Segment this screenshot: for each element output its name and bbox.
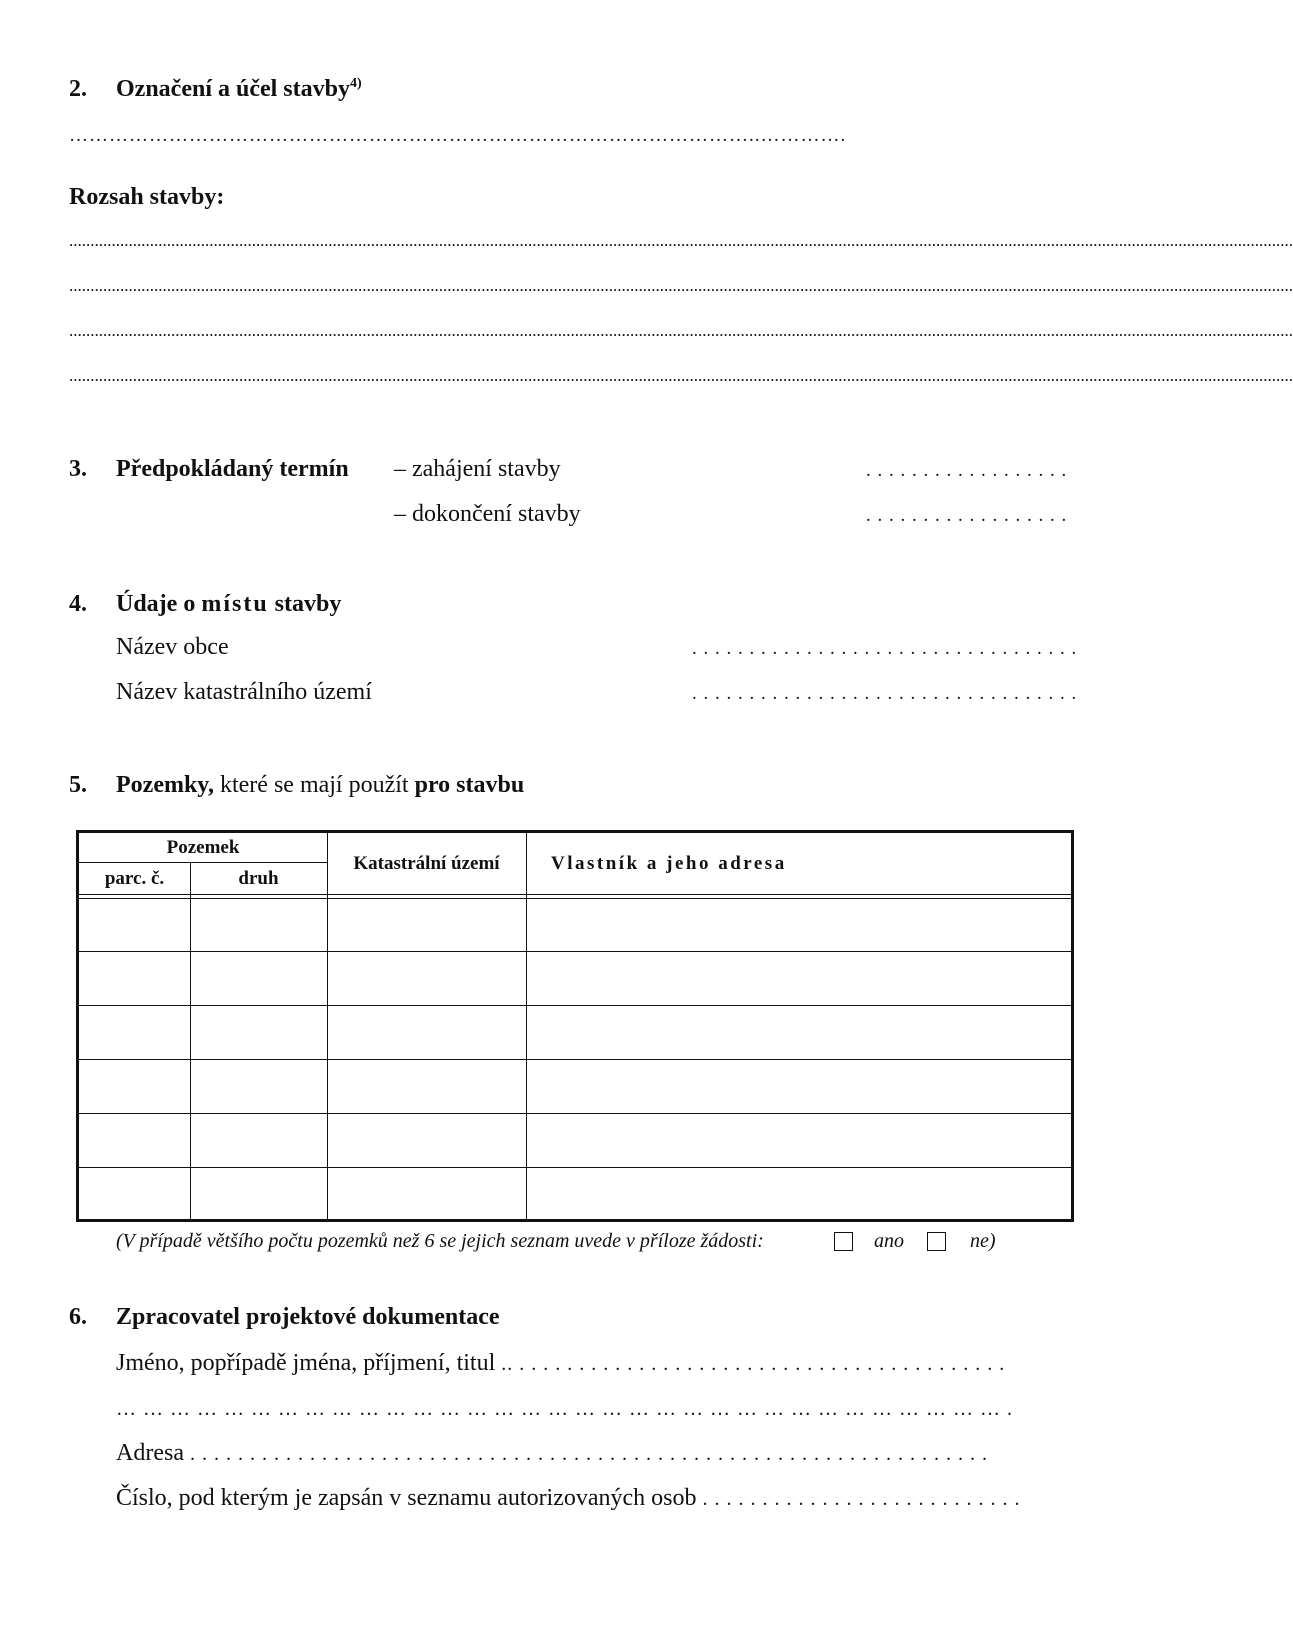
author-address-dots[interactable]: . . . . . . . . . . . . . . . . . . . . . . . . . . . . . . . . . . . . . . . . . . . . . . . . . . . . . . . . . . . . . . . . . . . bbox=[183, 1443, 988, 1465]
municipality-label: Název obce bbox=[116, 634, 229, 660]
rozsah-line-3[interactable]: ................................................................................................................................................................................................................................................................................................ bbox=[69, 321, 1293, 340]
ne-checkbox[interactable] bbox=[927, 1232, 946, 1251]
start-label: – zahájení stavby bbox=[394, 456, 561, 482]
section-2-title bbox=[116, 76, 362, 103]
row-line-4 bbox=[79, 1113, 1071, 1114]
authorization-number-label: Číslo, pod kterým je zapsán v seznamu autorizovaných osob bbox=[116, 1485, 697, 1511]
rozsah-title: Rozsah stavby: bbox=[69, 184, 225, 210]
header-bottom-line-1 bbox=[79, 894, 1071, 895]
cadastral-area-label: Název katastrálního území bbox=[116, 679, 372, 705]
section-3-number: 3. bbox=[69, 456, 87, 482]
header-druh: druh bbox=[238, 868, 279, 889]
section-5-title bbox=[116, 772, 524, 799]
section-4-title-pre: Údaje o bbox=[116, 591, 202, 617]
header-pozemek: Pozemek bbox=[166, 837, 240, 858]
section-4-title-post: stavby bbox=[268, 591, 342, 617]
header-vlastnik: Vlastník a jeho adresa bbox=[551, 853, 787, 874]
author-address-row[interactable] bbox=[116, 1440, 1056, 1467]
section-4-number: 4. bbox=[69, 591, 87, 617]
table-row[interactable] bbox=[79, 1007, 1071, 1059]
table-row[interactable] bbox=[79, 1115, 1071, 1167]
municipality-field[interactable]: . . . . . . . . . . . . . . . . . . . . . . . . . . . . . . . . . . bbox=[692, 638, 1078, 659]
section-3-title: Předpokládaný termín bbox=[116, 456, 349, 482]
header-bottom-line-2 bbox=[79, 898, 1071, 899]
footnote-ref-4: 4) bbox=[350, 76, 362, 91]
section-5-number: 5. bbox=[69, 772, 87, 798]
table-row[interactable] bbox=[79, 900, 1071, 951]
end-label: – dokončení stavby bbox=[394, 501, 581, 527]
ano-label: ano bbox=[874, 1230, 904, 1252]
end-date-field[interactable]: . . . . . . . . . . . . . . . . . . bbox=[866, 505, 1068, 526]
authorization-number-dots[interactable]: . . . . . . . . . . . . . . . . . . . . . . . . . . . bbox=[696, 1488, 1021, 1510]
section-4-title-spaced: místu bbox=[201, 591, 269, 617]
header-katastralni-uzemi: Katastrální území bbox=[353, 853, 500, 874]
table-row[interactable] bbox=[79, 1169, 1071, 1219]
rozsah-line-2[interactable]: ................................................................................................................................................................................................................................................................................................ bbox=[69, 276, 1293, 295]
author-name-line-2[interactable]: … … … … … … … … … … … … … … … … … … … … … … … … … … … … … … … … … . bbox=[116, 1398, 1013, 1420]
ne-label: ne) bbox=[970, 1230, 996, 1252]
section-5-title-bold-2: pro stavbu bbox=[414, 772, 525, 798]
table-row[interactable] bbox=[79, 1061, 1071, 1113]
purpose-dotted-line[interactable]: …………………………………………………………………………………………..…………. bbox=[69, 125, 847, 146]
header-parc-c: parc. č. bbox=[104, 868, 165, 889]
section-6-title: Zpracovatel projektové dokumentace bbox=[116, 1304, 500, 1330]
author-name-dots[interactable]: .. . . . . . . . . . . . . . . . . . . . . . . . . . . . . . . . . . . . . . . . . . bbox=[495, 1353, 1006, 1375]
row-line-5 bbox=[79, 1167, 1071, 1168]
pozemek-sub-divider bbox=[79, 862, 327, 863]
rozsah-line-1[interactable]: ................................................................................................................................................................................................................................................................................................ bbox=[69, 231, 1293, 250]
row-line-2 bbox=[79, 1005, 1071, 1006]
section-2-title-text: Označení a účel stavby bbox=[116, 76, 350, 102]
rozsah-line-4[interactable]: ................................................................................................................................................................................................................................................................................................ bbox=[69, 366, 1293, 385]
row-line-1 bbox=[79, 951, 1071, 952]
start-date-field[interactable]: . . . . . . . . . . . . . . . . . . bbox=[866, 460, 1068, 481]
land-parcels-table bbox=[76, 830, 1074, 1222]
row-line-3 bbox=[79, 1059, 1071, 1060]
section-5-title-normal: které se mají použít bbox=[213, 772, 415, 798]
table-row[interactable] bbox=[79, 953, 1071, 1005]
author-address-label: Adresa bbox=[116, 1440, 184, 1466]
author-name-row[interactable] bbox=[116, 1350, 1056, 1377]
authorization-number-row[interactable] bbox=[116, 1485, 1061, 1512]
section-5-title-bold-1: Pozemky, bbox=[116, 772, 214, 798]
table-note: (V případě většího počtu pozemků než 6 se jejich seznam uvede v příloze žádosti: bbox=[116, 1230, 764, 1252]
section-4-title bbox=[116, 591, 341, 618]
cadastral-area-field[interactable]: . . . . . . . . . . . . . . . . . . . . . . . . . . . . . . . . . . bbox=[692, 683, 1078, 704]
section-2-number: 2. bbox=[69, 76, 87, 102]
ano-checkbox[interactable] bbox=[834, 1232, 853, 1251]
author-name-label: Jméno, popřípadě jména, příjmení, titul bbox=[116, 1350, 496, 1376]
section-6-number: 6. bbox=[69, 1304, 87, 1330]
